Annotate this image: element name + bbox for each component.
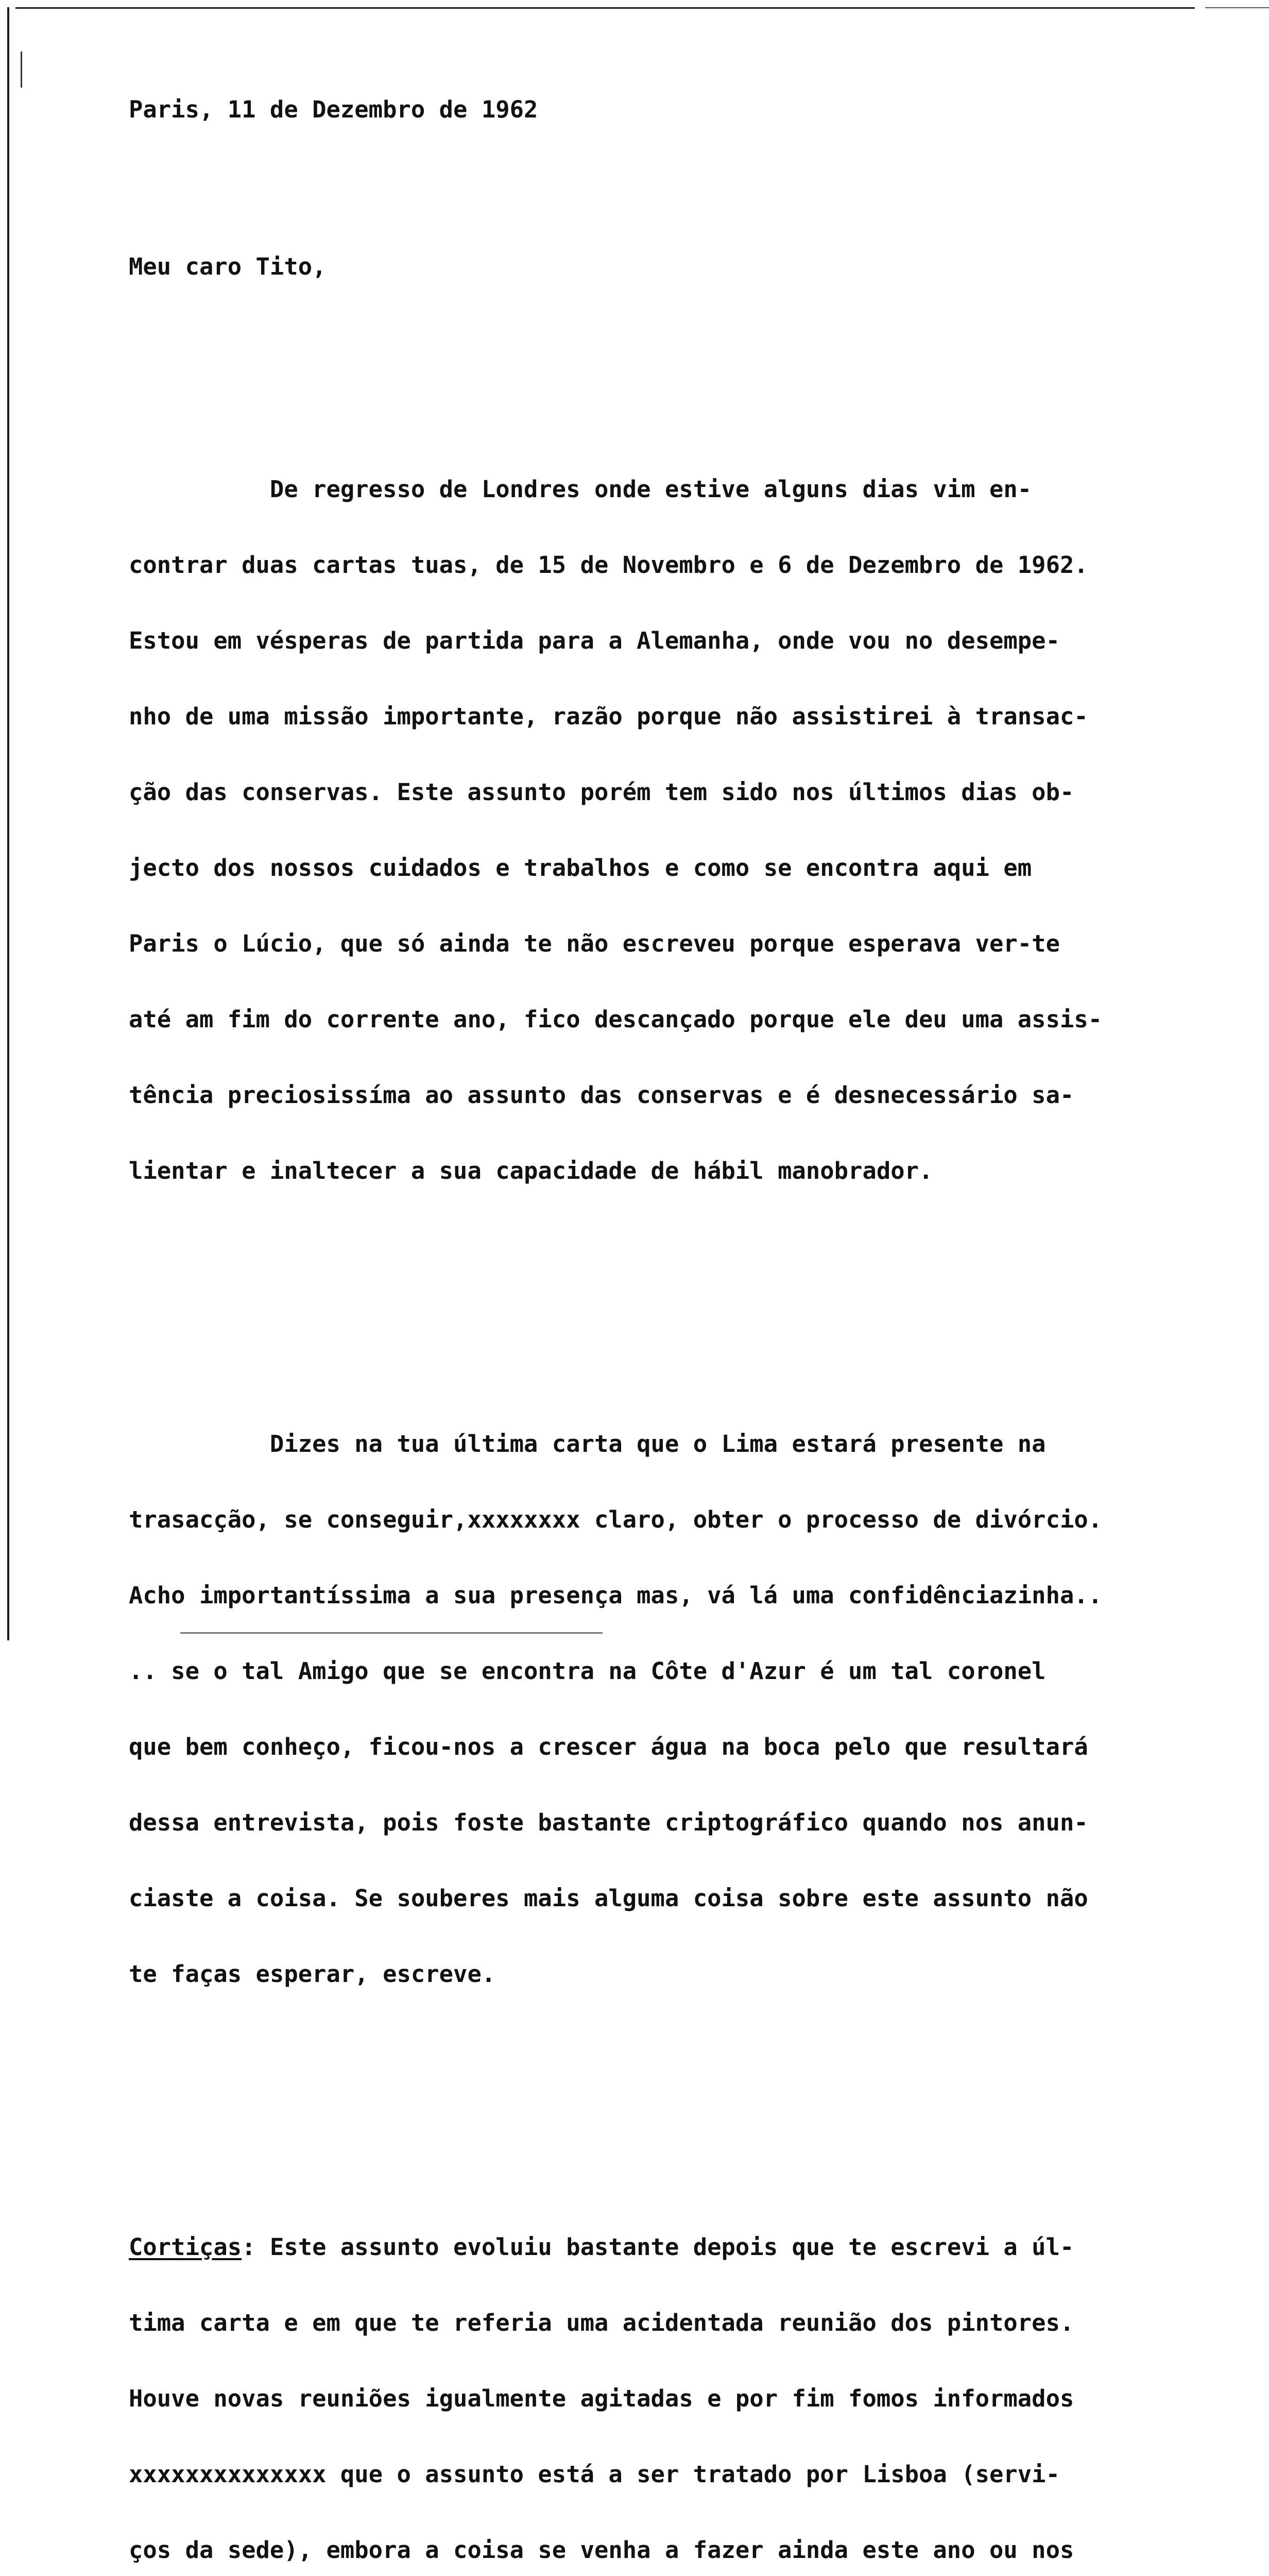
text-line: nho de uma missão importante, razão porque não assistirei à transac- <box>129 703 1088 730</box>
text-line: lientar e inaltecer a sua capacidade de hábil manobrador. <box>129 1157 933 1184</box>
text-line: Houve novas reuniões igualmente agitadas e por fim fomos informados <box>129 2385 1074 2412</box>
paragraph-2 <box>129 1381 1221 2037</box>
text-line: .. se o tal Amigo que se encontra na Côte d'Azur é um tal coronel <box>129 1657 1046 1685</box>
scan-edge-top <box>15 7 1195 9</box>
scan-edge-left <box>7 7 9 1640</box>
text-line: contrar duas cartas tuas, de 15 de Novembro e 6 de Dezembro de 1962. <box>129 551 1088 579</box>
section-heading-corticas: Cortiças <box>129 2233 242 2261</box>
typed-letter <box>129 46 1221 2576</box>
text-line: ção das conservas. Este assunto porém tem sido nos últimos dias ob- <box>129 778 1074 806</box>
paragraph-corticas <box>129 2184 1221 2576</box>
salutation: Meu caro Tito, <box>129 253 327 280</box>
text-line: jecto dos nossos cuidados e trabalhos e como se encontra aqui em <box>129 854 1032 882</box>
text-line: até am fim do corrente ano, fico descançado porque ele deu uma assis- <box>129 1006 1103 1033</box>
text-line: Paris o Lúcio, que só ainda te não escreveu porque esperava ver-te <box>129 930 1060 957</box>
text-line: Estou em vésperas de partida para a Alemanha, onde vou no desempe- <box>129 627 1060 654</box>
paragraph-1 <box>129 426 1221 1234</box>
text-line: que bem conheço, ficou-nos a crescer água na boca pelo que resultará <box>129 1733 1088 1760</box>
text-line: te faças esperar, escreve. <box>129 1960 496 1988</box>
text-line: tima carta e em que te referia uma acidentada reunião dos pintores. <box>129 2309 1074 2336</box>
scan-edge-top-right <box>1205 7 1269 8</box>
text-line: xxxxxxxxxxxxxx que o assunto está a ser tratado por Lisboa (servi- <box>129 2461 1060 2488</box>
text-line: ços da sede), embora a coisa se venha a fazer ainda este ano ou nos <box>129 2536 1074 2564</box>
margin-mark <box>21 52 22 88</box>
text-line: trasacção, se conseguir,xxxxxxxx claro, obter o processo de divórcio. <box>129 1506 1103 1533</box>
dateline: Paris, 11 de Dezembro de 1962 <box>129 96 538 123</box>
text-line: Cortiças: Este assunto evoluiu bastante depois que te escrevi a úl- <box>129 2233 1074 2261</box>
text-line: Dizes na tua última carta que o Lima estará presente na <box>129 1430 1046 1458</box>
text-line: De regresso de Londres onde estive alguns dias vim en- <box>129 476 1032 503</box>
text-line: tência preciosissíma ao assunto das conservas e é desnecessário sa- <box>129 1081 1074 1109</box>
text-line: dessa entrevista, pois foste bastante criptográfico quando nos anun- <box>129 1809 1088 1836</box>
text-line: Acho importantíssima a sua presença mas, vá lá uma confidênciazinha.. <box>129 1582 1103 1609</box>
text-line: ciaste a coisa. Se souberes mais alguma coisa sobre este assunto não <box>129 1885 1088 1912</box>
